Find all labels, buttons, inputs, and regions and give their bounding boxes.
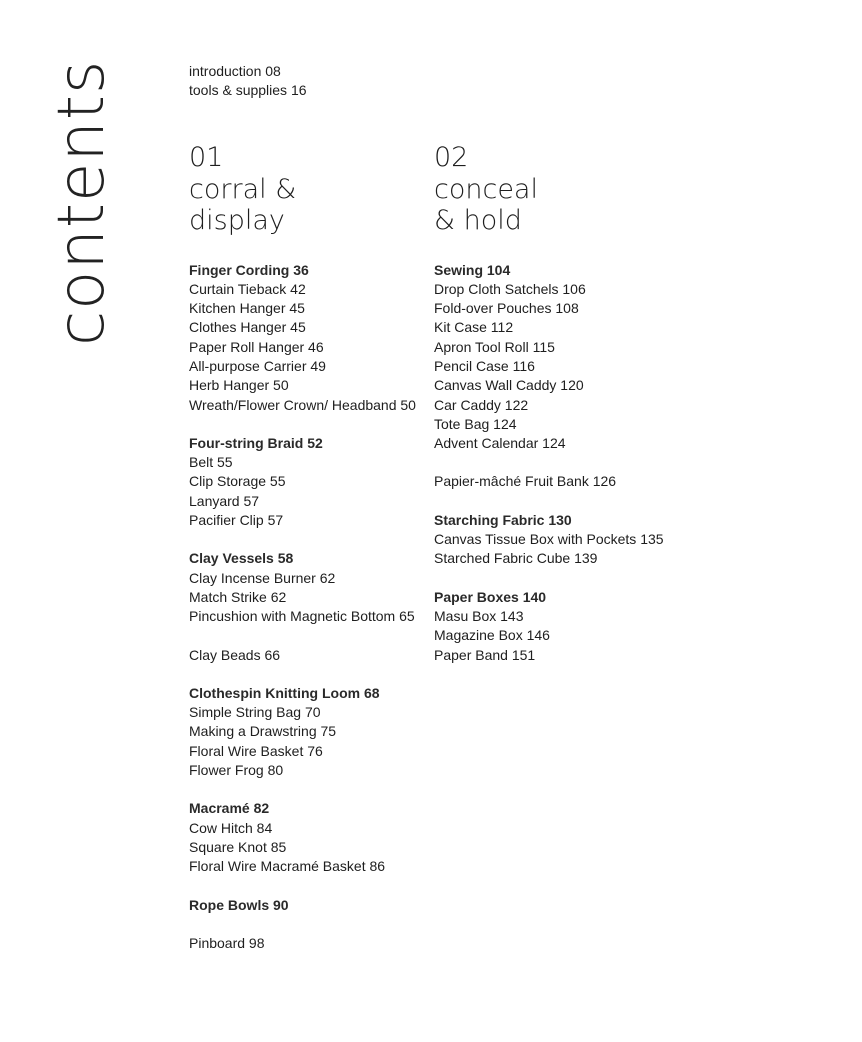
toc-group-heading[interactable]: Clothespin Knitting Loom 68 [189, 684, 380, 701]
toc-group [189, 646, 429, 665]
toc-group-heading[interactable]: Four-string Braid 52 [189, 434, 323, 451]
toc-entry[interactable]: Wreath/Flower Crown/ Headband 50 [189, 396, 416, 413]
section-corral-display [189, 142, 429, 972]
toc-entry[interactable]: Curtain Tieback 42 [189, 280, 306, 297]
toc-entry[interactable]: Paper Roll Hanger 46 [189, 338, 324, 355]
toc-group-heading[interactable]: Finger Cording 36 [189, 261, 309, 278]
toc-entry[interactable]: Square Knot 85 [189, 838, 287, 855]
toc-entry[interactable]: Pincushion with Magnetic Bottom 65 [189, 608, 415, 625]
toc-group [434, 511, 694, 569]
toc-group-heading[interactable]: Macramé 82 [189, 800, 270, 817]
toc-entry[interactable]: Apron Tool Roll 115 [434, 338, 555, 355]
toc-group [434, 261, 694, 454]
section-entries [434, 261, 694, 665]
toc-entry[interactable]: Canvas Wall Caddy 120 [434, 377, 584, 394]
toc-entry[interactable]: Pacifier Clip 57 [189, 512, 284, 529]
toc-group-heading[interactable]: Rope Bowls 90 [189, 896, 289, 913]
toc-entry[interactable]: Paper Band 151 [434, 646, 536, 663]
intro-list [189, 62, 307, 100]
section-title-line: & hold [434, 205, 522, 236]
toc-entry[interactable]: Herb Hanger 50 [189, 377, 289, 394]
toc-entry[interactable]: Pencil Case 116 [434, 357, 535, 374]
section-title-line: display [189, 205, 285, 236]
toc-entry[interactable]: Clay Beads 66 [189, 646, 281, 663]
toc-entry[interactable]: Clip Storage 55 [189, 473, 286, 490]
toc-group [189, 896, 429, 915]
section-title-line: conceal [434, 173, 538, 205]
toc-entry[interactable]: Floral Wire Basket 76 [189, 742, 323, 759]
toc-entry[interactable]: Starched Fabric Cube 139 [434, 550, 598, 567]
toc-group [189, 261, 429, 415]
toc-entry[interactable]: All-purpose Carrier 49 [189, 357, 326, 374]
intro-item-introduction[interactable]: introduction 08 [189, 63, 281, 79]
toc-entry[interactable]: Pinboard 98 [189, 934, 265, 951]
toc-group [189, 934, 429, 953]
toc-entry[interactable]: Papier-mâché Fruit Bank 126 [434, 473, 617, 490]
toc-group-heading[interactable]: Starching Fabric 130 [434, 511, 572, 528]
toc-group [189, 434, 429, 530]
toc-entry[interactable]: Tote Bag 124 [434, 415, 517, 432]
section-number: 01 [189, 142, 224, 173]
toc-group [189, 684, 429, 780]
toc-entry[interactable]: Belt 55 [189, 454, 233, 471]
toc-entry[interactable]: Masu Box 143 [434, 607, 524, 624]
section-heading [189, 142, 429, 237]
toc-entry[interactable]: Canvas Tissue Box with Pockets 135 [434, 531, 664, 548]
section-conceal-hold [434, 142, 694, 684]
toc-entry[interactable]: Fold-over Pouches 108 [434, 300, 579, 317]
page-title: contents [45, 59, 119, 346]
toc-group [434, 588, 694, 665]
toc-entry[interactable]: Simple String Bag 70 [189, 704, 321, 721]
section-entries [189, 261, 429, 954]
intro-item-tools-supplies[interactable]: tools & supplies 16 [189, 82, 307, 98]
toc-entry[interactable]: Floral Wire Macramé Basket 86 [189, 858, 386, 875]
toc-entry[interactable]: Advent Calendar 124 [434, 435, 566, 452]
section-heading [434, 142, 694, 237]
toc-entry[interactable]: Cow Hitch 84 [189, 819, 273, 836]
toc-entry[interactable]: Kit Case 112 [434, 319, 514, 336]
toc-entry[interactable]: Clay Incense Burner 62 [189, 569, 336, 586]
toc-entry[interactable]: Clothes Hanger 45 [189, 319, 306, 336]
toc-group-heading[interactable]: Sewing 104 [434, 261, 511, 278]
toc-group [189, 799, 429, 876]
toc-entry[interactable]: Match Strike 62 [189, 588, 287, 605]
toc-entry[interactable]: Kitchen Hanger 45 [189, 300, 305, 317]
toc-entry[interactable]: Flower Frog 80 [189, 762, 284, 779]
section-title-line: corral & [189, 173, 297, 205]
toc-entry[interactable]: Car Caddy 122 [434, 396, 529, 413]
toc-entry[interactable]: Drop Cloth Satchels 106 [434, 280, 586, 297]
toc-group [434, 472, 694, 491]
toc-entry[interactable]: Lanyard 57 [189, 492, 260, 509]
toc-group [189, 549, 429, 626]
toc-group-heading[interactable]: Paper Boxes 140 [434, 588, 547, 605]
toc-group-heading[interactable]: Clay Vessels 58 [189, 550, 294, 567]
section-number: 02 [434, 142, 469, 173]
toc-entry[interactable]: Making a Drawstring 75 [189, 723, 337, 740]
toc-entry[interactable]: Magazine Box 146 [434, 627, 550, 644]
